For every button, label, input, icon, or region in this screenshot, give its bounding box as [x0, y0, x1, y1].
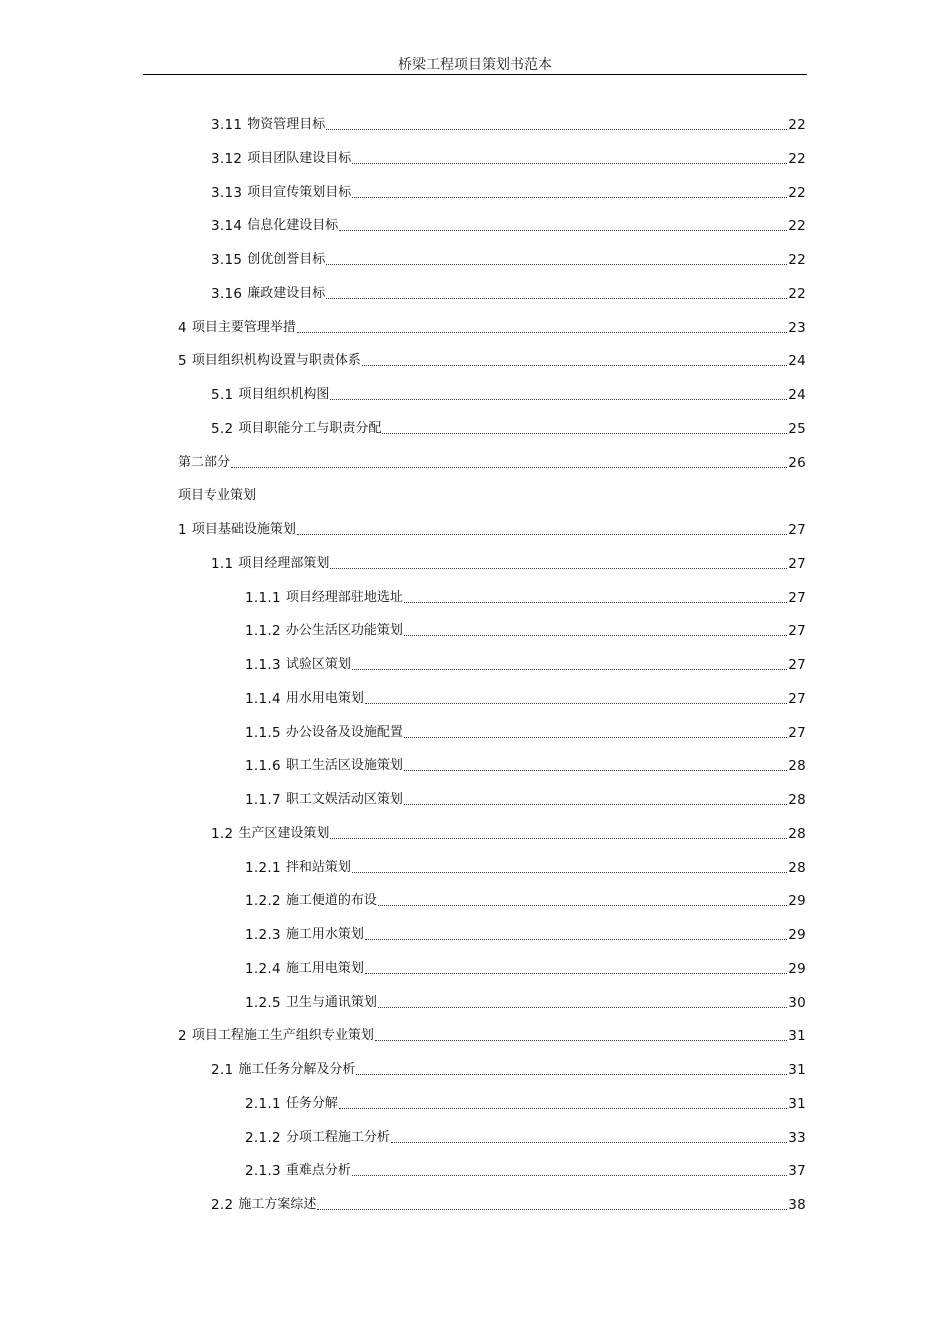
toc-entry[interactable] [211, 553, 806, 573]
toc-entry[interactable] [211, 1194, 806, 1214]
toc-entry[interactable] [245, 688, 806, 708]
toc-entry-title: 重难点分析 [285, 1163, 351, 1179]
toc-entry[interactable] [211, 148, 806, 168]
toc-entry-title: 拌和站策划 [285, 859, 351, 875]
toc-entry-page-number: 38 [788, 1197, 806, 1213]
toc-entry-page-number: 24 [788, 353, 806, 370]
toc-entry[interactable] [178, 519, 806, 539]
toc-entry-page-number: 27 [788, 657, 806, 673]
toc-dot-leader [404, 602, 787, 603]
toc-entry-number: 2.2 [211, 1197, 234, 1213]
toc-dot-leader [404, 804, 787, 805]
toc-dot-leader [352, 163, 787, 164]
toc-entry[interactable] [211, 215, 806, 235]
toc-entry[interactable] [245, 958, 806, 978]
toc-entry-page-number: 22 [788, 218, 806, 235]
toc-entry-page-number: 27 [788, 690, 806, 707]
toc-entry-title: 项目基础设施策划 [191, 522, 296, 537]
toc-entry[interactable] [211, 823, 806, 843]
toc-entry-title: 卫生与通讯策划 [285, 994, 377, 1010]
toc-entry-title: 项目经理部驻地选址 [285, 589, 403, 605]
toc-entry[interactable] [211, 182, 806, 202]
toc-dot-leader [404, 737, 787, 738]
toc-entry-page-number: 31 [788, 1028, 806, 1045]
toc-entry-number: 5.1 [211, 387, 234, 403]
toc-dot-leader [352, 669, 787, 670]
page-header-title: 桥梁工程项目策划书范本 [398, 57, 552, 73]
toc-entry-page-number: 31 [788, 1095, 806, 1112]
toc-entry[interactable] [211, 384, 806, 404]
toc-entry[interactable] [245, 924, 806, 944]
toc-entry[interactable] [245, 755, 806, 775]
toc-entry-number: 5.2 [211, 420, 234, 437]
toc-entry-number: 1.1.2 [245, 623, 281, 640]
toc-dot-leader [339, 1108, 787, 1109]
toc-entry[interactable] [211, 283, 806, 303]
toc-entry-title: 项目团队建设目标 [247, 150, 352, 166]
toc-entry-title: 分项工程施工分析 [285, 1129, 390, 1145]
toc-dot-leader [352, 1175, 787, 1176]
toc-entry-page-number: 27 [788, 589, 806, 606]
toc-entry-number: 3.14 [211, 218, 243, 235]
toc-dot-leader [326, 298, 787, 299]
toc-entry[interactable] [245, 857, 806, 877]
toc-entry-page-number: 22 [788, 150, 806, 167]
toc-entry-number: 2.1.2 [245, 1129, 281, 1146]
toc-entry-page-number: 29 [788, 960, 806, 977]
toc-entry-page-number: 33 [788, 1129, 806, 1146]
toc-entry[interactable] [245, 890, 806, 910]
toc-dot-leader [378, 1007, 787, 1008]
toc-entry-page-number: 28 [788, 825, 806, 842]
toc-entry-number: 1.1.5 [245, 724, 281, 741]
toc-entry[interactable] [211, 249, 806, 269]
toc-dot-leader [330, 568, 787, 569]
toc-entry-number: 2.1.1 [245, 1095, 281, 1112]
toc-entry-page-number: 27 [788, 555, 806, 572]
toc-entry-title: 施工方案综述 [238, 1197, 317, 1212]
toc-entry-number: 1.1.6 [245, 758, 281, 775]
toc-entry-number: 3.15 [211, 252, 243, 268]
toc-entry-number: 1 [178, 522, 187, 538]
toc-entry-page-number: 23 [788, 319, 806, 336]
toc-entry[interactable] [245, 620, 806, 640]
toc-entry-number: 1.2.3 [245, 927, 281, 943]
toc-entry-title: 项目组织机构设置与职责体系 [191, 353, 361, 369]
toc-dot-leader [330, 399, 787, 400]
toc-entry-title: 职工生活区设施策划 [285, 758, 403, 774]
toc-entry[interactable] [245, 587, 806, 607]
toc-entry-number: 3.11 [211, 117, 243, 133]
toc-entry-title: 职工文娱活动区策划 [285, 792, 403, 807]
toc-dot-leader [404, 635, 787, 636]
toc-entry-title: 创优创誉目标 [247, 252, 326, 267]
header-rule [143, 74, 807, 75]
toc-entry-number: 1.2 [211, 825, 234, 842]
toc-entry-title: 办公设备及设施配置 [285, 724, 403, 740]
toc-dot-leader [297, 332, 787, 333]
toc-entry-page-number: 24 [788, 387, 806, 403]
toc-entry-number: 3.12 [211, 150, 243, 167]
toc-entry[interactable] [245, 1160, 806, 1180]
toc-entry-title: 项目主要管理举措 [191, 319, 296, 335]
toc-entry-title: 信息化建设目标 [247, 218, 339, 234]
toc-entry-title: 廉政建设目标 [247, 285, 326, 301]
toc-entry-title: 项目职能分工与职责分配 [238, 420, 382, 436]
toc-dot-leader [391, 1142, 787, 1143]
toc-entry-page-number: 28 [788, 792, 806, 808]
toc-entry-page-number: 29 [788, 893, 806, 910]
toc-entry[interactable] [178, 317, 806, 337]
toc-entry-number: 1.2.1 [245, 859, 281, 876]
toc-dot-leader [356, 1074, 787, 1075]
toc-entry[interactable] [245, 1093, 806, 1113]
toc-entry-number: 3.13 [211, 184, 243, 201]
toc-entry-page-number: 27 [788, 623, 806, 640]
toc-entry-number: 1.2.4 [245, 960, 281, 977]
toc-entry-title: 项目专业策划 [178, 488, 257, 504]
toc-dot-leader [326, 264, 787, 265]
toc-entry-number: 1.1.7 [245, 792, 281, 808]
toc-entry[interactable] [245, 654, 806, 674]
toc-entry-title: 用水用电策划 [285, 690, 364, 706]
toc-dot-leader [352, 872, 787, 873]
toc-dot-leader [330, 838, 787, 839]
toc-entry-number: 2 [178, 1028, 187, 1045]
toc-dot-leader [352, 197, 787, 198]
toc-entry-page-number: 22 [788, 184, 806, 201]
toc-entry[interactable] [211, 1059, 806, 1079]
toc-dot-leader [365, 703, 787, 704]
toc-entry-page-number: 28 [788, 859, 806, 876]
toc-entry[interactable] [178, 452, 806, 472]
toc-dot-leader [382, 433, 787, 434]
toc-entry-number: 3.16 [211, 285, 243, 302]
toc-dot-leader [365, 939, 787, 940]
toc-entry-page-number: 25 [788, 420, 806, 437]
toc-entry-title: 任务分解 [285, 1095, 338, 1111]
toc-entry-title: 试验区策划 [285, 657, 351, 672]
toc-entry-page-number: 26 [788, 454, 806, 471]
toc-entry-page-number: 22 [788, 252, 806, 268]
toc-dot-leader [297, 534, 787, 535]
toc-entry-title: 施工便道的布设 [285, 893, 377, 909]
toc-entry-page-number: 30 [788, 994, 806, 1011]
toc-entry-page-number: 27 [788, 522, 806, 538]
toc-entry-title: 施工用电策划 [285, 960, 364, 976]
toc-dot-leader [404, 770, 787, 771]
toc-entry[interactable] [211, 418, 806, 438]
toc-entry-title: 施工用水策划 [285, 927, 364, 942]
toc-dot-leader [231, 467, 787, 468]
toc-entry[interactable] [245, 1127, 806, 1147]
toc-entry[interactable] [211, 114, 806, 134]
toc-entry[interactable] [178, 1025, 806, 1045]
toc-entry-page-number: 27 [788, 724, 806, 741]
toc-dot-leader [362, 365, 787, 366]
toc-entry-page-number: 29 [788, 927, 806, 943]
toc-dot-leader [339, 230, 787, 231]
toc-entry-number: 2.1.3 [245, 1163, 281, 1180]
toc-entry-title: 施工任务分解及分析 [238, 1062, 356, 1077]
toc-dot-leader [378, 905, 787, 906]
toc-entry-title: 第二部分 [178, 454, 231, 470]
toc-entry-number: 1.1.3 [245, 657, 281, 673]
toc-entry-page-number: 22 [788, 117, 806, 133]
toc-entry-title: 生产区建设策划 [238, 825, 330, 841]
toc-entry-title: 项目经理部策划 [238, 555, 330, 571]
toc-entry-number: 1.1.4 [245, 690, 281, 707]
toc-entry[interactable] [178, 350, 806, 370]
toc-entry-title: 项目宣传策划目标 [247, 184, 352, 200]
toc-entry-number: 1.1.1 [245, 589, 281, 606]
toc-dot-leader [365, 973, 787, 974]
toc-dot-leader [317, 1209, 787, 1210]
toc-entry-page-number: 31 [788, 1062, 806, 1078]
toc-entry-page-number: 28 [788, 758, 806, 775]
toc-entry-number: 1.1 [211, 555, 234, 572]
toc-entry-number: 4 [178, 319, 187, 336]
toc-entry-page-number: 37 [788, 1163, 806, 1180]
toc-entry-title: 项目工程施工生产组织专业策划 [191, 1028, 374, 1044]
toc-entry-title: 办公生活区功能策划 [285, 623, 403, 639]
toc-entry-number: 1.2.2 [245, 893, 281, 910]
toc-entry-page-number: 22 [788, 285, 806, 302]
toc-entry[interactable] [245, 722, 806, 742]
toc-entry-title: 项目组织机构图 [238, 387, 330, 402]
toc-entry-number: 5 [178, 353, 187, 370]
toc-entry-number: 1.2.5 [245, 994, 281, 1011]
toc-entry[interactable] [245, 992, 806, 1012]
toc-dot-leader [375, 1040, 787, 1041]
toc-entry-title: 物资管理目标 [247, 117, 326, 132]
toc-dot-leader [326, 129, 787, 130]
toc-entry[interactable] [178, 485, 806, 505]
toc-entry-number: 2.1 [211, 1062, 234, 1078]
toc-entry[interactable] [245, 789, 806, 809]
